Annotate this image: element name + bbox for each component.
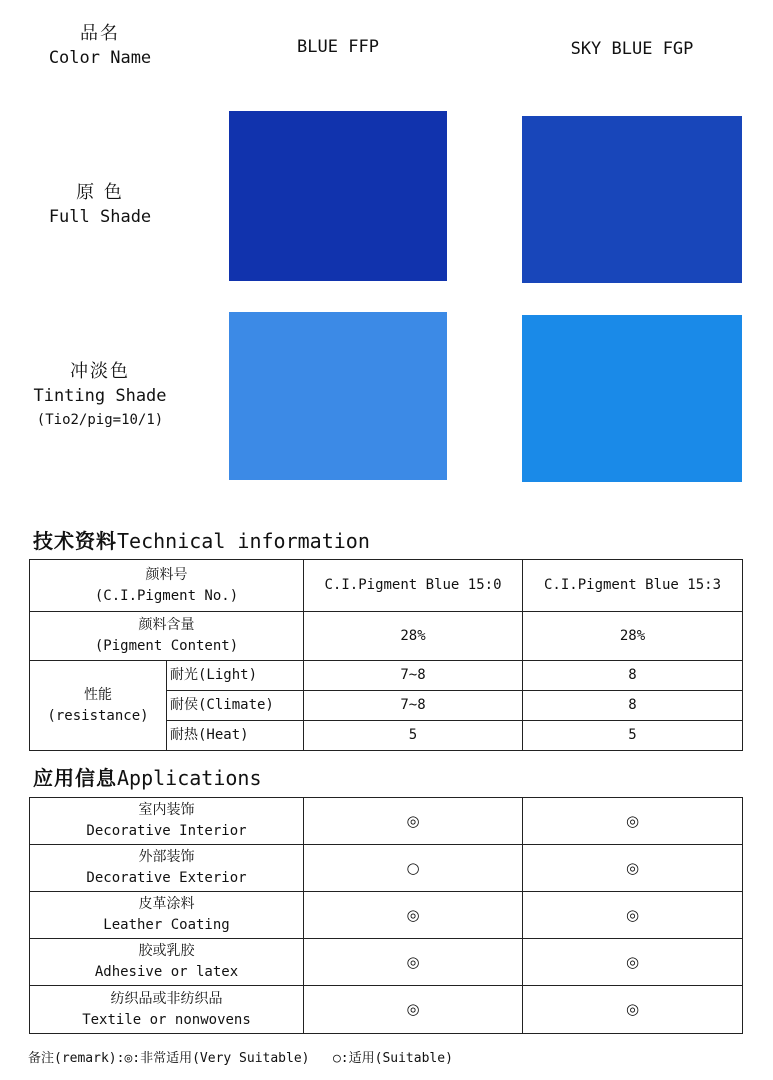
table-row: [30, 612, 743, 661]
app-p2-rating: ◎: [523, 845, 743, 892]
app-label: [30, 986, 304, 1034]
app-p2-rating: ◎: [523, 986, 743, 1034]
swatch-p1-full-shade: [229, 111, 447, 281]
content-en: (Pigment Content): [94, 638, 239, 654]
tinting-shade-label: [22, 360, 178, 432]
app-p1-rating: ◎: [304, 892, 523, 939]
tech-title-en: Technical information: [117, 529, 370, 553]
full-shade-en: Full Shade: [48, 207, 152, 227]
p1-climate: 7~8: [304, 691, 523, 721]
table-row: [30, 798, 743, 845]
p2-climate: 8: [523, 691, 743, 721]
app-p2-rating: ◎: [523, 798, 743, 845]
tint-en: Tinting Shade: [33, 386, 167, 406]
app-zh: 皮革涂料: [138, 896, 195, 912]
swatch-p1-tinting-shade: [229, 312, 447, 480]
content-zh: 颜料含量: [138, 617, 195, 633]
pigment-no-label: [30, 560, 304, 612]
table-row: [30, 986, 743, 1034]
p2-light: 8: [523, 661, 743, 691]
applications-title-en: Applications: [117, 766, 262, 790]
app-en: Leather Coating: [103, 917, 230, 933]
app-en: Decorative Interior: [86, 823, 247, 839]
color-name-zh: 品名: [80, 23, 120, 44]
app-zh: 外部装饰: [138, 849, 195, 865]
pigment-no-zh: 颜料号: [145, 566, 188, 583]
color-name-label: [30, 22, 170, 70]
tint-note: (Tio2/pig=10/1): [36, 412, 164, 428]
technical-table: [29, 559, 743, 751]
color-name-en: Color Name: [48, 48, 152, 68]
app-label: [30, 798, 304, 845]
app-en: Textile or nonwovens: [82, 1011, 251, 1028]
table-row: [30, 560, 743, 612]
app-zh: 室内装饰: [138, 802, 195, 818]
product2-title: SKY BLUE FGP: [570, 39, 694, 59]
table-row: [30, 661, 743, 691]
p1-content: 28%: [304, 612, 523, 661]
product1-title: BLUE FFP: [297, 37, 379, 57]
applications-table: [29, 797, 743, 1034]
app-p2-rating: ◎: [523, 939, 743, 986]
app-zh: 纺织品或非纺织品: [110, 990, 223, 1007]
app-p1-rating: ◎: [304, 798, 523, 845]
applications-title-zh: 应用信息: [33, 766, 117, 790]
app-en: Adhesive or latex: [94, 964, 239, 980]
heat-label: 耐热(Heat): [167, 721, 304, 751]
resistance-zh: 性能: [84, 686, 112, 703]
app-p1-rating: ○: [304, 845, 523, 892]
p1-light: 7~8: [304, 661, 523, 691]
p2-content: 28%: [523, 612, 743, 661]
tint-zh: 冲淡色: [70, 361, 130, 382]
climate-label: 耐侯(Climate): [167, 691, 304, 721]
swatch-p2-full-shade: [522, 116, 742, 283]
resistance-en: (resistance): [47, 707, 149, 724]
full-shade-zh: 原 色: [76, 182, 124, 203]
app-p1-rating: ◎: [304, 939, 523, 986]
table-row: [30, 845, 743, 892]
app-label: [30, 892, 304, 939]
swatch-p2-tinting-shade: [522, 315, 742, 482]
resistance-label: [30, 661, 167, 751]
app-en: Decorative Exterior: [86, 870, 247, 886]
p1-heat: 5: [304, 721, 523, 751]
full-shade-label: [30, 181, 170, 229]
p1-pigment: C.I.Pigment Blue 15:0: [304, 560, 523, 612]
tech-title-zh: 技术资料: [33, 529, 117, 553]
content-label: [30, 612, 304, 661]
p2-heat: 5: [523, 721, 743, 751]
tech-section-title: [33, 525, 370, 554]
applications-section-title: [33, 762, 262, 791]
table-row: [30, 939, 743, 986]
app-label: [30, 939, 304, 986]
remark-note: 备注(remark):◎:非常适用(Very Suitable) ○:适用(Suitable): [28, 1051, 453, 1066]
p2-pigment: C.I.Pigment Blue 15:3: [523, 560, 743, 612]
table-row: [30, 892, 743, 939]
app-p1-rating: ◎: [304, 986, 523, 1034]
app-p2-rating: ◎: [523, 892, 743, 939]
app-zh: 胶或乳胶: [138, 943, 195, 959]
light-label: 耐光(Light): [167, 661, 304, 691]
pigment-no-en: (C.I.Pigment No.): [94, 587, 239, 604]
app-label: [30, 845, 304, 892]
